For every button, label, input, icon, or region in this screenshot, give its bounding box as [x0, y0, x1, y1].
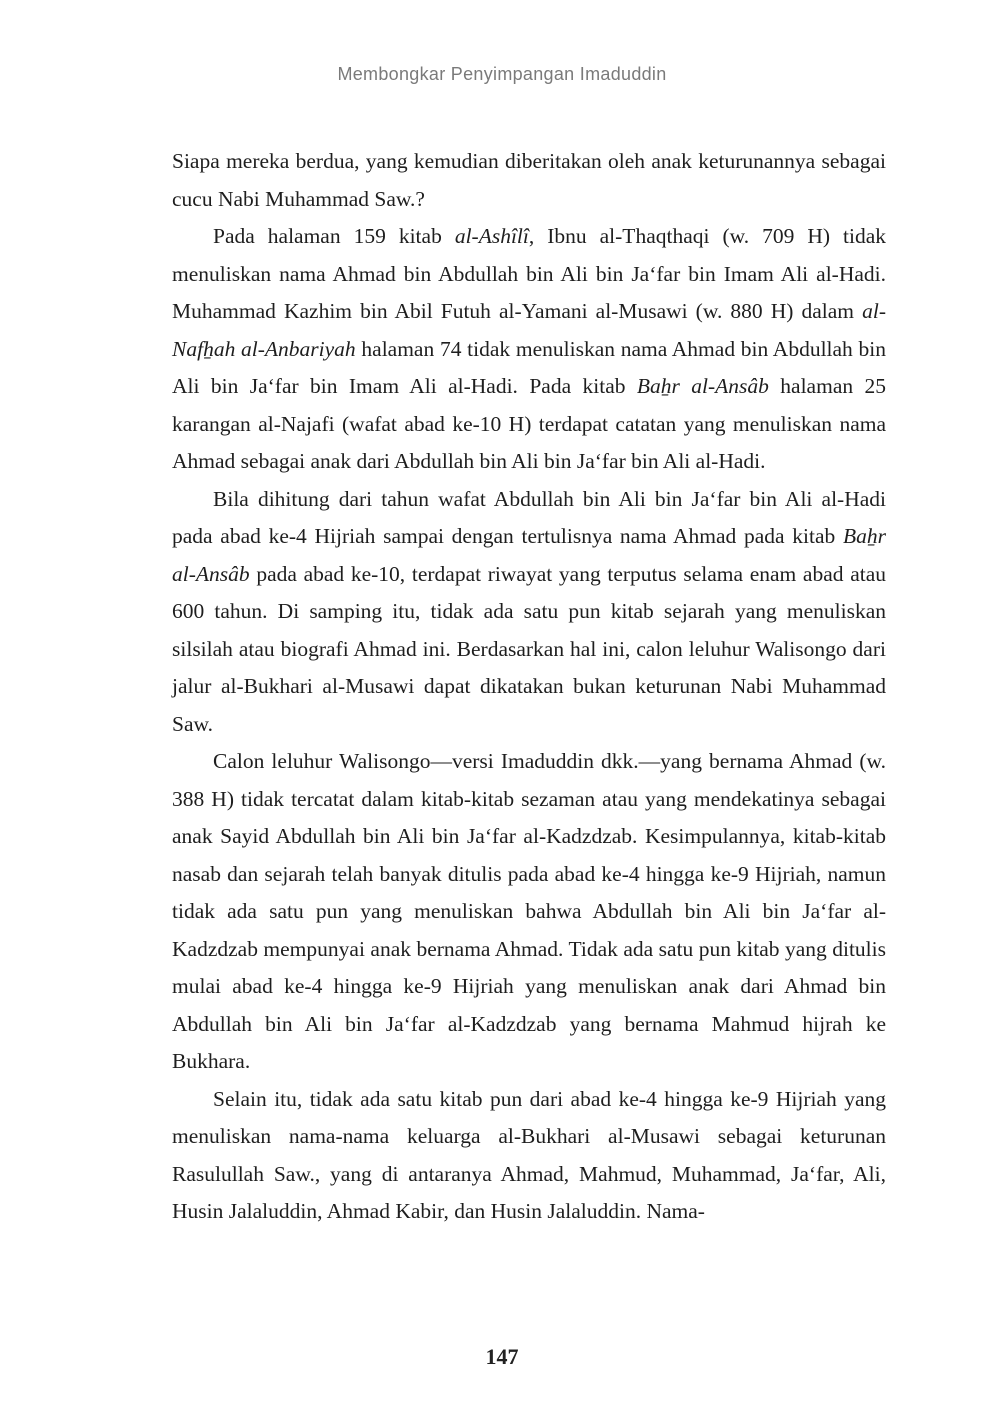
running-head: Membongkar Penyimpangan Imaduddin [337, 64, 667, 84]
paragraph [172, 1081, 886, 1231]
book-title: Baẖr al-Ansâb [636, 374, 769, 398]
paragraph [172, 218, 886, 481]
body-text [172, 143, 886, 1231]
page-number: 147 [485, 1344, 519, 1369]
book-title: al-Nafẖah al-Anbariyah [172, 299, 886, 361]
text-run: halaman 74 tidak menuliskan nama Ahmad bin Abdullah bin Ali bin Ja‘far bin Imam Ali al-Hadi. Pada kitab [172, 336, 886, 398]
book-title: Baẖr al-Ansâb [172, 524, 886, 586]
text-run: pada abad ke-10, terdapat riwayat yang terputus selama enam abad atau 600 tahun. Di samping itu, tidak ada satu pun kitab sejarah yang menuliskan silsilah atau biografi Ahmad ini. Berdasarkan hal ini, calon leluhur Walisongo dari jalur al-Bukhari al-Musawi dapat dikatakan bukan keturunan Nabi Muhammad Saw. [172, 561, 886, 736]
text-run: Siapa mereka berdua, yang kemudian diberitakan oleh anak keturunannya sebagai cucu Nabi Muhammad Saw.? [172, 149, 886, 211]
book-title: al-Ashîlî [454, 224, 529, 248]
text-run: Calon leluhur Walisongo—versi Imaduddin dkk.—yang bernama Ahmad (w. 388 H) tidak tercatat dalam kitab-kitab sezaman atau yang mendekatinya sebagai anak Sayid Abdullah bin Ali bin Ja‘far al-Kadzdzab. Kesimpulannya, kitab-kitab nasab dan sejarah telah banyak ditulis pada abad ke-4 hingga ke-9 Hijriah, namun tidak ada satu pun yang menuliskan bahwa Abdullah bin Ali bin Ja‘far al-Kadzdzab mempunyai anak bernama Ahmad. Tidak ada satu pun kitab yang ditulis mulai abad ke-4 hingga ke-9 Hijriah yang menuliskan anak dari Ahmad bin Abdullah bin Ali bin Ja‘far al-Kadzdzab yang bernama Mahmud hijrah ke Bukhara. [172, 749, 886, 1073]
text-run: Pada halaman 159 kitab [213, 224, 455, 248]
text-run: , Ibnu al-Thaqthaqi (w. 709 H) tidak menuliskan nama Ahmad bin Abdullah bin Ali bin Ja‘far bin Imam Ali al-Hadi. Muhammad Kazhim bin Abil Futuh al-Yamani al-Musawi (w. 880 H) dalam [172, 224, 887, 323]
paragraph [172, 743, 886, 1081]
paragraph [172, 481, 886, 744]
text-run: Bila dihitung dari tahun wafat Abdullah bin Ali bin Ja‘far bin Ali al-Hadi pada abad ke-4 Hijriah sampai dengan tertulisnya nama Ahmad pada kitab [172, 486, 886, 548]
paragraph [172, 143, 886, 218]
text-run: halaman 25 karangan al-Najafi (wafat abad ke-10 H) terdapat catatan yang menuliskan nama Ahmad sebagai anak dari Abdullah bin Ali bin Ja‘far bin Ali al-Hadi. [172, 374, 886, 473]
text-run: Selain itu, tidak ada satu kitab pun dari abad ke-4 hingga ke-9 Hijriah yang menuliskan nama-nama keluarga al-Bukhari al-Musawi sebagai keturunan Rasulullah Saw., yang di antaranya Ahmad, Mahmud, Muhammad, Ja‘far, Ali, Husin Jalaluddin, Ahmad Kabir, dan Husin Jalaluddin. Nama- [172, 1086, 886, 1223]
